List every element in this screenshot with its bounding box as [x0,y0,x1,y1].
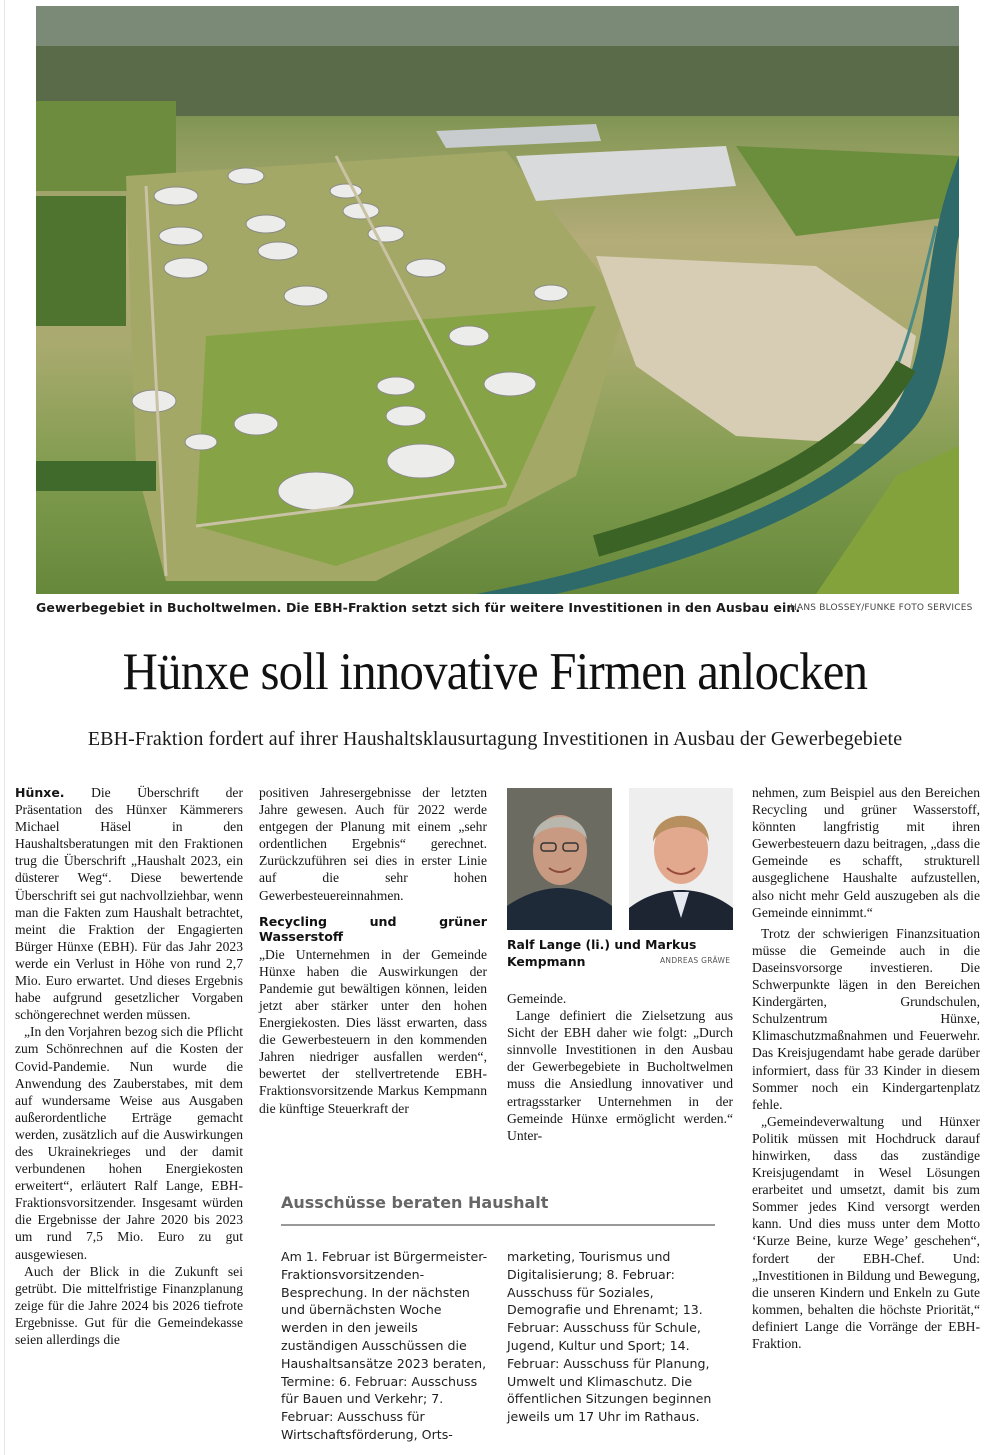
article-paragraph: Gemeinde. [507,991,567,1006]
infobox-rule [281,1224,715,1226]
article-paragraph: positiven Jahresergebnisse der letzten Jahre gewesen. Auch für 2022 werde entgegen der Planung mit einem „sehr ordentlichen Ergebnis“ gerechnet. Zurückzuführen sei dies in erster Linie auf die sehr hohen Gewerbesteuereinnahmen. [259,785,487,903]
photo-caption: Gewerbegebiet in Bucholtwelmen. Die EBH-Fraktion setzt sich für weitere Investitionen in den Ausbau ein. [36,600,801,615]
article-paragraph: „Gemeindeverwaltung und Hünxer Politik müssen mit Hochdruck darauf hinwirken, dass das zuständige Kreisjugendamt in Wesel Lösungen erarbeitet und umsetzt, damit bis zum Sommer jedes Kind versorgt werden kann. Und dies muss unter dem Motto ‘Kurze Beine, kurze Wege’ geschehen“, fordert der EBH-Chef. Und: „Investitionen in Bildung und Bewegung, die unseren Kindern und Enkeln zu Gute kommen, behalten die höchste Priorität,“ definiert Lange die Vorränge der EBH-Fraktion. [752,1113,980,1351]
article-column-3 [507,990,733,1144]
page-edge [4,0,5,1455]
article-paragraph: nehmen, zum Beispiel aus den Bereichen Recycling und grüner Wasserstoff, könnten langfristig mit ihren Gewerbesteuern dazu beitragen, „dass die Gemeinde es schafft, strukturell ausgeglichene Haushalte aufzustellen, also nicht mehr Geld auszugeben als die Gemeinde einnimmt.“ [752,785,980,920]
portrait-markus-kempmann [629,788,733,930]
interheadline: Recycling und grüner Wasserstoff [259,913,487,944]
article-paragraph: „In den Vorjahren bezog sich die Pflicht zum Schönrechnen auf die Kosten der Covid-Pandemie. Nun wurde die Anwendung des Zauberstabes, mit dem auf wundersame Weise aus Ausgaben außerordentliche Erträge gemacht werden, zusätzlich auf die Auswirkungen des Ukrainekrieges und der damit verbundenen hohen Energiekosten erweitert“, erläutert Ralf Lange, EBH-Fraktionsvorsitzender. Insgesamt würden die Ergebnisse der Jahre 2020 bis 2023 um rund 7,5 Mio. Euro zu gut ausgewiesen. [15,1024,243,1262]
dateline: Hünxe. [15,785,65,800]
infobox-column-2: marketing, Tourismus und Digitalisierung; 8. Februar: Ausschuss für Soziales, Demografie und Ehrenamt; 13. Februar: Ausschuss für Schule, Jugend, Kultur und Sport; 14. Februar: Ausschuss für Planung, Umwelt und Klimaschutz. Die öffentlichen Sitzungen beginnen jeweils um 17 Uhr im Rathaus. [507,1249,712,1425]
infobox-column-1: Am 1. Februar ist Bürgermeister-Fraktionsvorsitzenden-Besprechung. In der nächsten und übernächsten Woche werden in den jeweils zuständigen Ausschüssen die Haushaltsansätze 2023 beraten, Termine: 6. Februar: Ausschuss für Bauen und Verkehr; 7. Februar: Ausschuss für Wirtschaftsförderung, Orts- [281,1249,488,1442]
article-paragraph: „Die Unternehmen in der Gemeinde Hünxe haben die Auswirkungen der Pandemie gut bewältigen können, leiden jetzt aber stärker unter den hohen Energiekosten. Dies lässt erwarten, dass die Gewerbesteuern in den kommenden Jahren niedriger ausfallen werden“, bewertet der stellvertretende EBH-Fraktionsvorsitzende Markus Kempmann die künftige Steuerkraft der [259,946,487,1116]
article-column-2 [259,784,487,1117]
portrait-caption: Ralf Lange (li.) und Markus Kempmann [507,937,697,969]
infobox-title: Ausschüsse beraten Haushalt [281,1193,549,1212]
portrait-drawing [629,788,733,930]
portrait-ralf-lange [507,788,612,930]
article-paragraph [15,784,243,1023]
article-paragraph: Auch der Blick in die Zukunft sei getrübt. Die mittelfristige Finanzplanung zeige für die Jahre 2024 bis 2026 tiefrote Ergebnisse. Gut für die Gemeindekasse seien allerdings die [15,1263,243,1347]
paragraph-text: Die Überschrift der Präsentation des Hünxer Kämmerers Michael Häsel in den Haushaltsberatungen mit den Fraktionen trug die Überschrift „Haushalt 2023, ein düsterer Weg“. Diese bewertende Überschrift sei gut nachvollziehbar, wenn man die Fakten zum Haushalt betrachtet, meint die Fraktion der Engagierten Bürger Hünxe (EBH). Für das Jahr 2023 werde ein Verlust in Höhe von rund 2,7 Mio. Euro erwartet. Und dieses Ergebnis habe aufgrund gesetzlicher Vorgaben schöngerechnet werden müssen. [15,785,243,1023]
article-column-1 [15,784,243,1348]
headline: Hünxe soll innovative Firmen anlocken [122,643,868,701]
portrait-drawing [507,788,612,930]
portrait-credit: ANDREAS GRÄWE [660,956,731,965]
aerial-photo [36,6,959,594]
aerial-photo-drawing [36,6,959,594]
article-paragraph: Trotz der schwierigen Finanzsituation müsse die Gemeinde auch in die Daseinsvorsorge investieren. Die Schwerpunkte lägen in den Bereichen Kindergärten, Grundschulen, Schulzentrum Hünxe, Klimaschutzmaßnahmen und Feuerwehr. Das Kreisjugendamt habe gerade darüber informiert, dass für 33 Kinder in diesem Sommer noch ein Kindergartenplatz fehle. [752,925,980,1112]
subheadline: EBH-Fraktion fordert auf ihrer Haushaltsklausurtagung Investitionen in Ausbau der Gewerbegebiete [87,728,903,750]
article-paragraph: Lange definiert die Zielsetzung aus Sicht der EBH daher wie folgt: „Durch sinnvolle Investitionen in den Ausbau der Gewerbegebiete in Bucholtwelmen muss die Ansiedlung innovativer und ertragsstarker Unternehmen in der Gemeinde Hünxe ermöglicht werden.“ Unter- [507,1008,733,1143]
photo-credit: HANS BLOSSEY/FUNKE FOTO SERVICES [790,603,973,613]
article-column-4 [752,784,980,1352]
